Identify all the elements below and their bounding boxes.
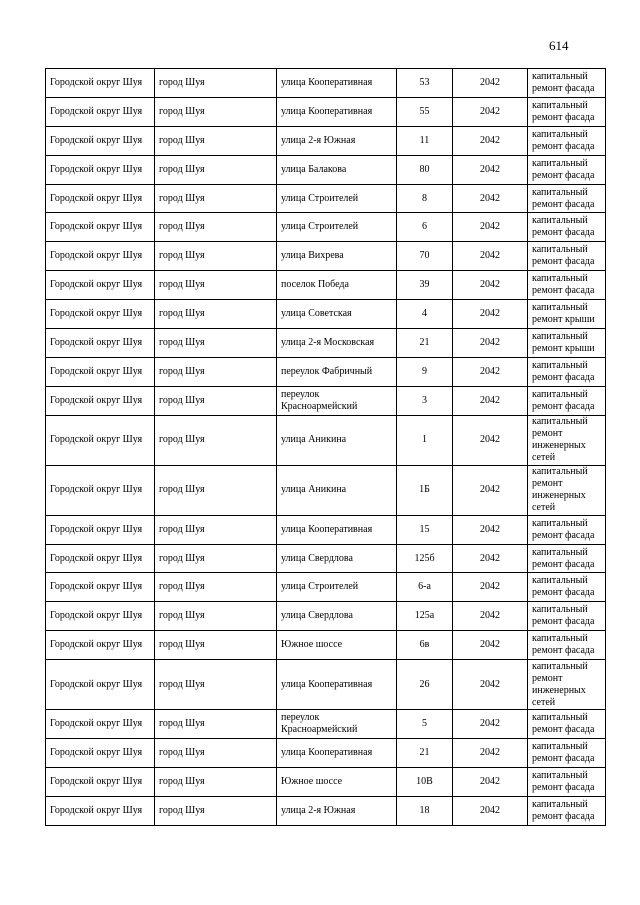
year-cell: 2042 [453,271,528,300]
district-cell: Городской округ Шуя [46,602,155,631]
street-cell: улица Кооперативная [277,515,397,544]
house-number-cell: 5 [397,710,453,739]
work-type-cell: капитальный ремонт фасада [528,631,606,660]
work-type-cell: капитальный ремонт фасада [528,602,606,631]
table-row [46,184,606,213]
year-cell: 2042 [453,386,528,415]
house-number-cell: 10В [397,767,453,796]
year-cell: 2042 [453,515,528,544]
table-row [46,465,606,515]
work-type-cell: капитальный ремонт фасада [528,357,606,386]
city-cell: город Шуя [155,97,277,126]
city-cell: город Шуя [155,126,277,155]
work-type-cell: капитальный ремонт фасада [528,386,606,415]
year-cell: 2042 [453,767,528,796]
table-row [46,97,606,126]
work-type-cell: капитальный ремонт фасада [528,515,606,544]
table-row [46,300,606,329]
year-cell: 2042 [453,796,528,825]
work-type-cell: капитальный ремонт фасада [528,213,606,242]
city-cell: город Шуя [155,602,277,631]
street-cell: улица 2-я Южная [277,126,397,155]
work-type-cell: капитальный ремонт фасада [528,710,606,739]
house-number-cell: 39 [397,271,453,300]
street-cell: улица Свердлова [277,602,397,631]
city-cell: город Шуя [155,796,277,825]
house-number-cell: 4 [397,300,453,329]
table-row [46,515,606,544]
district-cell: Городской округ Шуя [46,739,155,768]
house-number-cell: 6в [397,631,453,660]
city-cell: город Шуя [155,155,277,184]
year-cell: 2042 [453,660,528,710]
year-cell: 2042 [453,415,528,465]
year-cell: 2042 [453,184,528,213]
district-cell: Городской округ Шуя [46,69,155,98]
house-number-cell: 1Б [397,465,453,515]
city-cell: город Шуя [155,184,277,213]
year-cell: 2042 [453,710,528,739]
year-cell: 2042 [453,544,528,573]
house-number-cell: 26 [397,660,453,710]
work-type-cell: капитальный ремонт фасада [528,69,606,98]
district-cell: Городской округ Шуя [46,386,155,415]
street-cell: переулок Фабричный [277,357,397,386]
street-cell: улица Вихрева [277,242,397,271]
table-row [46,660,606,710]
street-cell: улица Строителей [277,573,397,602]
district-cell: Городской округ Шуя [46,300,155,329]
street-cell: переулок Красноармейский [277,710,397,739]
work-type-cell: капитальный ремонт фасада [528,573,606,602]
table-row [46,573,606,602]
city-cell: город Шуя [155,242,277,271]
house-number-cell: 70 [397,242,453,271]
city-cell: город Шуя [155,415,277,465]
table-row [46,544,606,573]
street-cell: улица Строителей [277,184,397,213]
work-type-cell: капитальный ремонт инженерных сетей [528,415,606,465]
street-cell: улица Кооперативная [277,739,397,768]
work-type-cell: капитальный ремонт фасада [528,242,606,271]
district-cell: Городской округ Шуя [46,357,155,386]
house-number-cell: 18 [397,796,453,825]
table-row [46,69,606,98]
district-cell: Городской округ Шуя [46,710,155,739]
district-cell: Городской округ Шуя [46,573,155,602]
house-number-cell: 53 [397,69,453,98]
table-row [46,126,606,155]
work-type-cell: капитальный ремонт фасада [528,739,606,768]
district-cell: Городской округ Шуя [46,796,155,825]
street-cell: улица 2-я Московская [277,329,397,358]
table-row [46,242,606,271]
registry-table-body [46,69,606,826]
street-cell: переулок Красноармейский [277,386,397,415]
district-cell: Городской округ Шуя [46,271,155,300]
street-cell: улица Балакова [277,155,397,184]
city-cell: город Шуя [155,386,277,415]
work-type-cell: капитальный ремонт фасада [528,184,606,213]
city-cell: город Шуя [155,329,277,358]
house-number-cell: 6 [397,213,453,242]
street-cell: улица Советская [277,300,397,329]
district-cell: Городской округ Шуя [46,660,155,710]
table-row [46,271,606,300]
city-cell: город Шуя [155,631,277,660]
district-cell: Городской округ Шуя [46,126,155,155]
street-cell: улица Строителей [277,213,397,242]
street-cell: поселок Победа [277,271,397,300]
city-cell: город Шуя [155,710,277,739]
registry-table [45,68,606,826]
district-cell: Городской округ Шуя [46,465,155,515]
year-cell: 2042 [453,126,528,155]
house-number-cell: 1 [397,415,453,465]
table-row [46,213,606,242]
street-cell: Южное шоссе [277,767,397,796]
street-cell: улица Аникина [277,415,397,465]
work-type-cell: капитальный ремонт инженерных сетей [528,465,606,515]
street-cell: улица Кооперативная [277,97,397,126]
district-cell: Городской округ Шуя [46,242,155,271]
table-row [46,415,606,465]
house-number-cell: 6-а [397,573,453,602]
district-cell: Городской округ Шуя [46,329,155,358]
year-cell: 2042 [453,602,528,631]
table-row [46,767,606,796]
work-type-cell: капитальный ремонт фасада [528,544,606,573]
year-cell: 2042 [453,329,528,358]
work-type-cell: капитальный ремонт инженерных сетей [528,660,606,710]
city-cell: город Шуя [155,515,277,544]
city-cell: город Шуя [155,767,277,796]
year-cell: 2042 [453,357,528,386]
house-number-cell: 15 [397,515,453,544]
year-cell: 2042 [453,242,528,271]
house-number-cell: 21 [397,329,453,358]
table-row [46,357,606,386]
table-row [46,386,606,415]
page-number: 614 [549,38,569,53]
work-type-cell: капитальный ремонт фасада [528,271,606,300]
city-cell: город Шуя [155,69,277,98]
district-cell: Городской округ Шуя [46,544,155,573]
work-type-cell: капитальный ремонт крыши [528,300,606,329]
table-row [46,329,606,358]
street-cell: улица Свердлова [277,544,397,573]
table-row [46,796,606,825]
street-cell: Южное шоссе [277,631,397,660]
house-number-cell: 125а [397,602,453,631]
city-cell: город Шуя [155,300,277,329]
district-cell: Городской округ Шуя [46,97,155,126]
work-type-cell: капитальный ремонт фасада [528,767,606,796]
house-number-cell: 55 [397,97,453,126]
city-cell: город Шуя [155,271,277,300]
house-number-cell: 80 [397,155,453,184]
table-row [46,710,606,739]
district-cell: Городской округ Шуя [46,155,155,184]
district-cell: Городской округ Шуя [46,415,155,465]
city-cell: город Шуя [155,213,277,242]
work-type-cell: капитальный ремонт фасада [528,126,606,155]
district-cell: Городской округ Шуя [46,213,155,242]
table-row [46,631,606,660]
work-type-cell: капитальный ремонт фасада [528,796,606,825]
city-cell: город Шуя [155,544,277,573]
district-cell: Городской округ Шуя [46,631,155,660]
city-cell: город Шуя [155,660,277,710]
year-cell: 2042 [453,69,528,98]
street-cell: улица Кооперативная [277,660,397,710]
work-type-cell: капитальный ремонт фасада [528,155,606,184]
year-cell: 2042 [453,465,528,515]
city-cell: город Шуя [155,739,277,768]
house-number-cell: 9 [397,357,453,386]
house-number-cell: 125б [397,544,453,573]
house-number-cell: 11 [397,126,453,155]
year-cell: 2042 [453,155,528,184]
year-cell: 2042 [453,573,528,602]
street-cell: улица Кооперативная [277,69,397,98]
district-cell: Городской округ Шуя [46,515,155,544]
work-type-cell: капитальный ремонт фасада [528,97,606,126]
table-row [46,739,606,768]
house-number-cell: 3 [397,386,453,415]
year-cell: 2042 [453,213,528,242]
street-cell: улица 2-я Южная [277,796,397,825]
table-row [46,602,606,631]
year-cell: 2042 [453,97,528,126]
house-number-cell: 21 [397,739,453,768]
district-cell: Городской округ Шуя [46,767,155,796]
district-cell: Городской округ Шуя [46,184,155,213]
table-row [46,155,606,184]
year-cell: 2042 [453,739,528,768]
year-cell: 2042 [453,300,528,329]
city-cell: город Шуя [155,465,277,515]
year-cell: 2042 [453,631,528,660]
city-cell: город Шуя [155,573,277,602]
work-type-cell: капитальный ремонт крыши [528,329,606,358]
house-number-cell: 8 [397,184,453,213]
city-cell: город Шуя [155,357,277,386]
street-cell: улица Аникина [277,465,397,515]
